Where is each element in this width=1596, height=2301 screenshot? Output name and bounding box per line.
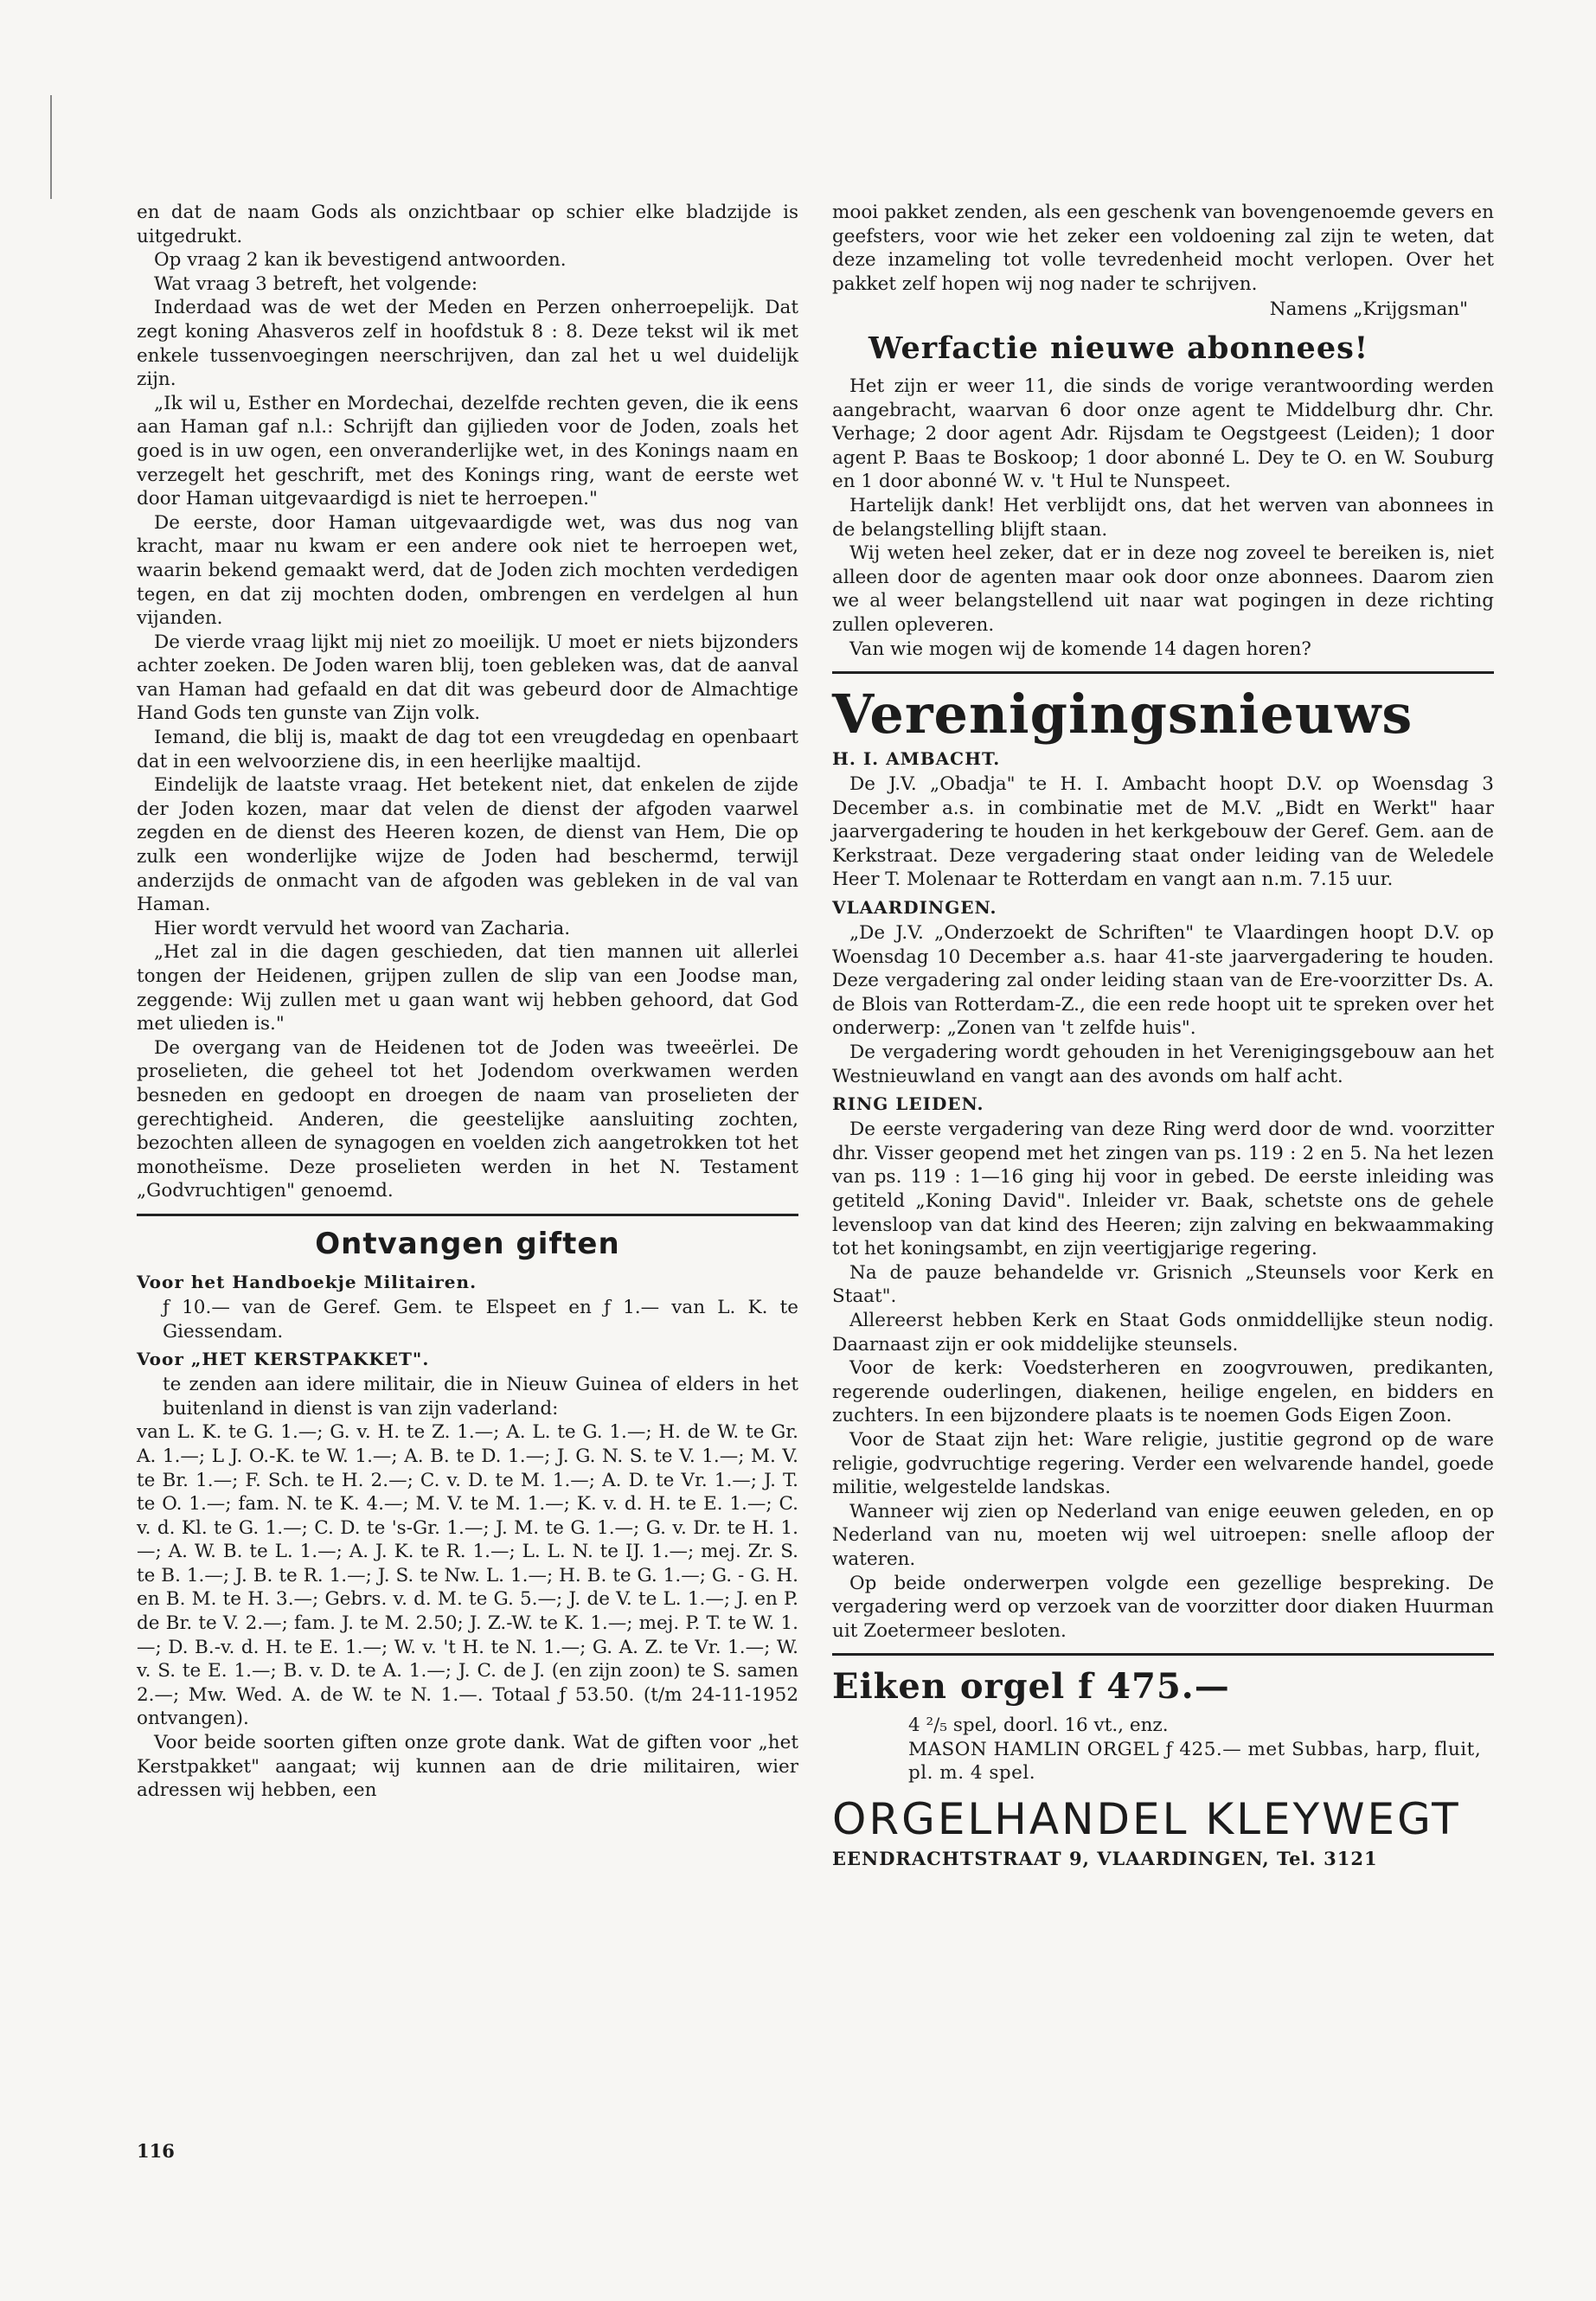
news-paragraph: Wanneer wij zien op Nederland van enige eeuwen geleden, en op Nederland van nu, moeten wij wel uitroepen: snelle afloop der wateren. xyxy=(832,1500,1494,1570)
werfactie-paragraph: Het zijn er weer 11, die sinds de vorige verantwoording werden aangebracht, waarvan 6 door onze agent te Middelburg dhr. Chr. Verhage; 2 door agent Adr. Rijsdam te Oegstgeest (Leiden); 1 door agent P. Baas te Boskoop; 1 door abonné L. Dey te O. en W. Souburg en 1 door abonné W. v. 't Hul te Nunspeet. xyxy=(832,375,1494,493)
giften-subheading: Voor „HET KERSTPAKKET". xyxy=(137,1349,430,1370)
right-column xyxy=(832,201,1494,1869)
body-paragraph: mooi pakket zenden, als een geschenk van bovengenoemde gevers en geefsters, voor wie het zeker een voldoening zal zijn te weten, dat deze inzameling tot volle tevredenheid mocht verlopen. Over het pakket zelf hopen wij nog nader te schrijven. xyxy=(832,202,1494,295)
giften-subheading: Voor het Handboekje Militairen. xyxy=(137,1271,478,1292)
body-paragraph: „Het zal in die dagen geschieden, dat tien mannen uit allerlei tongen der Heidenen, grijpen zullen de slip van een Joodse man, zeggende: Wij zullen met u gaan want wij hebben gehoord, dat God met ulieden is." xyxy=(137,941,798,1035)
section-divider xyxy=(832,1653,1494,1656)
body-paragraph: Inderdaad was de wet der Meden en Perzen onherroepelijk. Dat zegt koning Ahasveros zelf in hoofdstuk 8 : 8. Deze tekst wil ik met enkele tussenvoegingen neerschrijven, dan zal het u wel duidelijk zijn. xyxy=(137,297,798,391)
ad-shop-name: ORGELHANDEL KLEYWEGT xyxy=(832,1794,1461,1845)
news-paragraph: De J.V. „Obadja" te H. I. Ambacht hoopt D.V. op Woensdag 3 December a.s. in combinatie met de M.V. „Bidt en Werkt" haar jaarvergadering te houden in het kerkgebouw der Geref. Gem. aan de Kerkstraat. Deze vergadering staat onder leiding van de Weledele Heer T. Molenaar te Rotterdam en vangt aan n.m. 7.15 uur. xyxy=(832,773,1494,891)
news-paragraph: Voor de Staat zijn het: Ware religie, justitie gegrond op de ware religie, godvruchtige regering. Verder een welvarende handel, goede militie, welgestelde landskas. xyxy=(832,1428,1494,1499)
body-paragraph: De vierde vraag lijkt mij niet zo moeilijk. U moet er niets bijzonders achter zoeken. De Joden waren blij, toen gebleken was, dat de aanval van Haman had gefaald en dat dit was gebeurd door de Almachtige Hand Gods ten gunste van Zijn volk. xyxy=(137,631,798,725)
section-divider xyxy=(137,1214,798,1216)
ad-line: 4 ²/₅ spel, doorl. 16 vt., enz. xyxy=(908,1715,1169,1737)
news-subheading: VLAARDINGEN. xyxy=(832,897,997,919)
body-paragraph: Eindelijk de laatste vraag. Het betekent niet, dat enkelen de zijde der Joden kozen, maar dat velen de dienst der afgoden vaarwel zegden en de dienst des Heeren kozen, de dienst van Hem, Die op zulk een wonderlijke wijze de Joden had beschermd, terwijl anderzijds de onmacht van de afgoden was gebleken in de val van Haman. xyxy=(137,774,798,916)
ad-line: MASON HAMLIN ORGEL ƒ 425.— met Subbas, harp, fluit, pl. m. 4 spel. xyxy=(908,1738,1482,1785)
body-paragraph: Iemand, die blij is, maakt de dag tot een vreugdedag en openbaart dat in een welvoorziene dis, in een heerlijke maaltijd. xyxy=(137,727,798,772)
body-paragraph: De overgang van de Heidenen tot de Joden was tweeërlei. De proselieten, die geheel tot het Jodendom overkwamen werden besneden en gedoopt en droegen de naam van proselieten der gerechtigheid. Anderen, die geestelijke aansluiting zochten, bezochten alleen de synagogen en voelden zich aangetrokken tot het monotheïsme. Deze proselieten werden in het N. Testament „Godvruchtigen" genoemd. xyxy=(137,1036,798,1202)
giften-heading: Ontvangen giften xyxy=(315,1226,620,1261)
news-subheading: H. I. AMBACHT. xyxy=(832,748,1001,770)
news-paragraph: Op beide onderwerpen volgde een gezellige bespreking. De vergadering werd op verzoek van de voorzitter door diaken Huurman uit Zoetermeer besloten. xyxy=(832,1572,1494,1642)
werfactie-paragraph: Wij weten heel zeker, dat er in deze nog zoveel te bereiken is, niet alleen door de agenten maar ook door onze abonnees. Daarom zien we al weer belangstellend uit naar wat pogingen in deze richting zullen opleveren. xyxy=(832,542,1494,636)
ad-address: EENDRACHTSTRAAT 9, VLAARDINGEN, Tel. 3121 xyxy=(832,1848,1378,1870)
page-edge-mark xyxy=(50,95,52,199)
body-paragraph: Op vraag 2 kan ik bevestigend antwoorden. xyxy=(154,249,567,272)
news-paragraph: Na de pauze behandelde vr. Grisnich „Steunsels voor Kerk en Staat". xyxy=(832,1261,1494,1308)
body-paragraph: Wat vraag 3 betreft, het volgende: xyxy=(154,272,478,295)
news-subheading: RING LEIDEN. xyxy=(832,1093,984,1115)
signature: Namens „Krijgsman" xyxy=(1269,298,1468,321)
page-number: 116 xyxy=(137,2140,175,2162)
giften-block xyxy=(137,1373,798,1420)
giften-donor-list: van L. K. te G. 1.—; G. v. H. te Z. 1.—; A. L. te G. 1.—; H. de W. te Gr. A. 1.—; L J. O.-K. te W. 1.—; A. B. te D. 1.—; J. G. N. S. te V. 1.—; M. V. te Br. 1.—; F. Sch. te H. 2.—; C. v. D. te M. 1.—; A. D. te Vr. 1.—; J. T. te O. 1.—; fam. N. te K. 4.—; M. V. te M. 1.—; K. v. d. H. te E. 1.—; C. v. d. Kl. te G. 1.—; C. D. te 's-Gr. 1.—; J. M. te G. 1.—; G. v. Dr. te H. 1.—; A. W. B. te L. 1.—; A. J. K. te R. 1.—; L. L. N. te IJ. 1.—; mej. Zr. S. te B. 1.—; J. B. te R. 1.—; J. S. te Nw. L. 1.—; H. B. te G. 1.—; G. - G. H. en B. M. te H. 3.—; Gebrs. v. d. M. te G. 5.—; J. de V. te L. 1.—; J. en P. de Br. te V. 2.—; fam. J. te M. 2.50; J. Z.-W. te K. 1.—; mej. P. T. te W. 1.—; D. B.-v. d. H. te E. 1.—; W. v. 't H. te N. 1.—; G. A. Z. te Vr. 1.—; W. v. S. te E. 1.—; B. v. D. te A. 1.—; J. C. de J. (en zijn zoon) te S. samen 2.—; Mw. Wed. A. de W. te N. 1.—. Totaal ƒ 53.50. (t/m 24-11-1952 ontvangen). xyxy=(137,1421,798,1730)
news-paragraph: De vergadering wordt gehouden in het Verenigingsgebouw aan het Westnieuwland en vangt aan des avonds om half acht. xyxy=(832,1042,1494,1087)
news-paragraph: Allereerst hebben Kerk en Staat Gods onmiddellijke steun nodig. Daarnaast zijn er ook middelijke steunsels. xyxy=(832,1309,1494,1356)
verenigingsnieuws-heading: Verenigingsnieuws xyxy=(832,683,1413,747)
news-paragraph: Voor de kerk: Voedsterheren en zoogvrouwen, predikanten, regerende ouderlingen, diakenen, heilige engelen, en bidders en zuchters. In een bijzondere plaats is te noemen Gods Eigen Zoon. xyxy=(832,1357,1494,1427)
giften-paragraph: Voor beide soorten giften onze grote dank. Wat de giften voor „het Kerstpakket" aangaat; wij kunnen aan de drie militairen, wier adressen wij hebben, een xyxy=(137,1732,798,1802)
werfactie-paragraph: Hartelijk dank! Het verblijdt ons, dat het werven van abonnees in de belangstelling blijft staan. xyxy=(832,494,1494,541)
left-column xyxy=(137,201,798,1803)
ad-title: Eiken orgel f 475.— xyxy=(832,1666,1230,1708)
body-paragraph: en dat de naam Gods als onzichtbaar op schier elke bladzijde is uitgedrukt. xyxy=(137,202,798,247)
body-paragraph: De eerste, door Haman uitgevaardigde wet, was dus nog van kracht, maar nu kwam er een andere ook niet te herroepen wet, waarin bekend gemaakt werd, dat de Joden zich mochten verdedigen tegen, en dat zij mochten doden, ombrengen en verdelgen al hun vijanden. xyxy=(137,511,798,630)
giften-paragraph: te zenden aan idere militair, die in Nieuw Guinea of elders in het buitenland in dienst is van zijn vaderland: xyxy=(163,1374,798,1420)
werfactie-heading: Werfactie nieuwe abonnees! xyxy=(869,330,1369,366)
body-paragraph: Hier wordt vervuld het woord van Zacharia. xyxy=(154,917,571,939)
body-paragraph: „Ik wil u, Esther en Mordechai, dezelfde rechten geven, die ik eens aan Haman gaf n.l.: Schrijft dan gijlieden voor de Joden, zoals het goed is in uw ogen, een onveranderlijke wet, in des Konings naam en verzegelt het geschrift, met des Konings ring, want de eerste wet door Haman uitgevaardigd is niet te herroepen." xyxy=(137,392,798,510)
news-paragraph: „De J.V. „Onderzoekt de Schriften" te Vlaardingen hoopt D.V. op Woensdag 10 December a.s. haar 41-ste jaarvergadering te houden. Deze vergadering zal onder leiding staan van de Ere-voorzitter Ds. A. de Blois van Rotterdam-Z., die een rede hoopt uit te spreken over het onderwerp: „Zonen van 't zelfde huis". xyxy=(832,922,1494,1040)
section-divider xyxy=(832,671,1494,674)
giften-block xyxy=(137,1296,798,1343)
werfactie-paragraph: Van wie mogen wij de komende 14 dagen horen? xyxy=(849,638,1311,660)
giften-paragraph: ƒ 10.— van de Geref. Gem. te Elspeet en ƒ 1.— van L. K. te Giessendam. xyxy=(163,1296,798,1343)
news-paragraph: De eerste vergadering van deze Ring werd door de wnd. voorzitter dhr. Visser geopend met het zingen van ps. 119 : 2 en 5. Na het lezen van ps. 119 : 1—16 ging hij voor in gebed. De eerste inleiding was getiteld „Koning David". Inleider vr. Baak, schetste ons de gehele levensloop van dat kind des Heeren; zijn zalving en bekwaammaking tot het koningsambt, en zijn veertigjarige regering. xyxy=(832,1118,1494,1260)
